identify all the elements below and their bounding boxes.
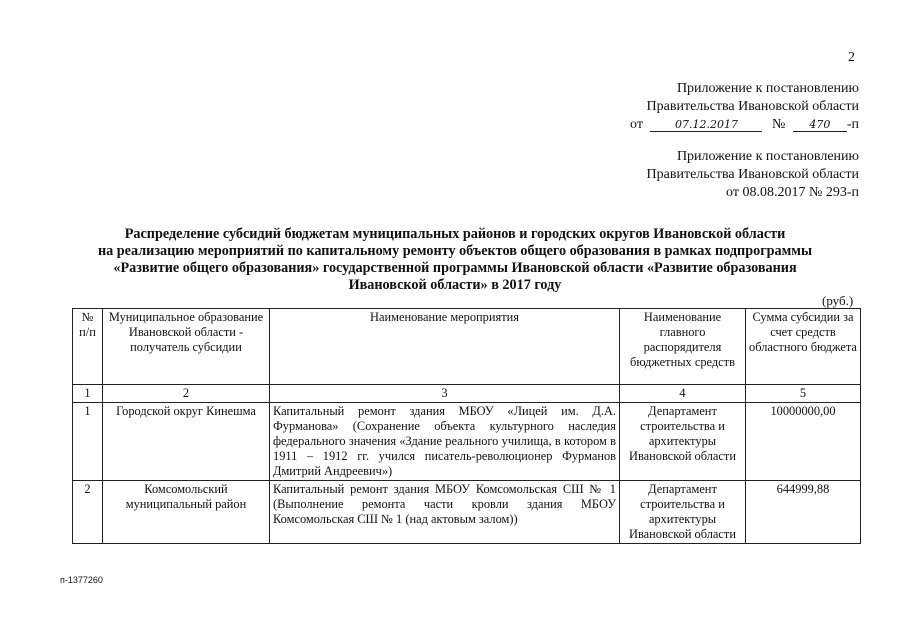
col-number: 2 [103, 385, 270, 403]
title-line2: на реализацию мероприятий по капитальному ремонту объектов общего образования в рамках подпрограммы [97, 243, 813, 259]
row-num: 1 [73, 403, 103, 481]
col-number: 1 [73, 385, 103, 403]
row-num: 2 [73, 481, 103, 544]
number-label: № [771, 117, 786, 132]
title-line4: Ивановской области» в 2017 году [348, 277, 562, 293]
header-event: Наименование мероприятия [270, 309, 620, 385]
row-amount: 644999,88 [746, 481, 861, 544]
title-line1: Распределение субсидий бюджетам муниципальных районов и городских округов Ивановской области [124, 226, 786, 242]
col-number: 4 [620, 385, 746, 403]
appendix-new-line2: Правительства Ивановской области [646, 99, 859, 114]
table-header-row [73, 309, 861, 385]
row-municipality: Городской округ Кинешма [103, 403, 270, 481]
appendix-new-block [630, 80, 859, 134]
unit-label: (руб.) [822, 293, 854, 308]
from-label: от [630, 117, 643, 132]
table-row [73, 481, 861, 544]
header-num: № п/п [73, 309, 103, 385]
subsidy-table [72, 308, 861, 544]
document-code: п-1377260 [60, 575, 103, 585]
col-number: 5 [746, 385, 861, 403]
header-administrator: Наименование главного распорядителя бюджетных средств [620, 309, 746, 385]
row-administrator: Департамент строительства и архитектуры Ивановской области [620, 481, 746, 544]
row-amount: 10000000,00 [746, 403, 861, 481]
appendix-old-line1: Приложение к постановлению [676, 149, 859, 164]
page-number: 2 [848, 50, 855, 65]
header-amount: Сумма субсидии за счет средств областного бюджета [746, 309, 861, 385]
appendix-old-line2: Правительства Ивановской области [646, 167, 859, 182]
handwritten-number: 470 [793, 119, 847, 132]
appendix-old-block [647, 148, 859, 202]
row-event: Капитальный ремонт здания МБОУ «Лицей им. Д.А. Фурманова» (Сохранение объекта культурного наследия федерального значения «Здание реального училища, в котором в 1911 – 1912 гг. учился писатель-революционер Фурманов Дмитрий Андреевич») [270, 403, 620, 481]
appendix-new-line3 [630, 116, 859, 134]
header-municipality: Муниципальное образование Ивановской области - получатель субсидии [103, 309, 270, 385]
row-event: Капитальный ремонт здания МБОУ Комсомольская СШ № 1 (Выполнение ремонта части кровли здания МБОУ Комсомольская СШ № 1 (над актовым залом)) [270, 481, 620, 544]
title-line3: «Развитие общего образования» государственной программы Ивановской области «Развитие образования [113, 260, 797, 276]
row-municipality: Комсомольский муниципальный район [103, 481, 270, 544]
table-row [73, 403, 861, 481]
column-number-row [73, 385, 861, 403]
row-administrator: Департамент строительства и архитектуры Ивановской области [620, 403, 746, 481]
number-suffix: -п [846, 117, 859, 132]
col-number: 3 [270, 385, 620, 403]
document-title [60, 226, 850, 294]
handwritten-date: 07.12.2017 [650, 119, 762, 132]
appendix-new-line1: Приложение к постановлению [676, 81, 859, 96]
appendix-old-line3: от 08.08.2017 № 293-п [726, 185, 859, 200]
